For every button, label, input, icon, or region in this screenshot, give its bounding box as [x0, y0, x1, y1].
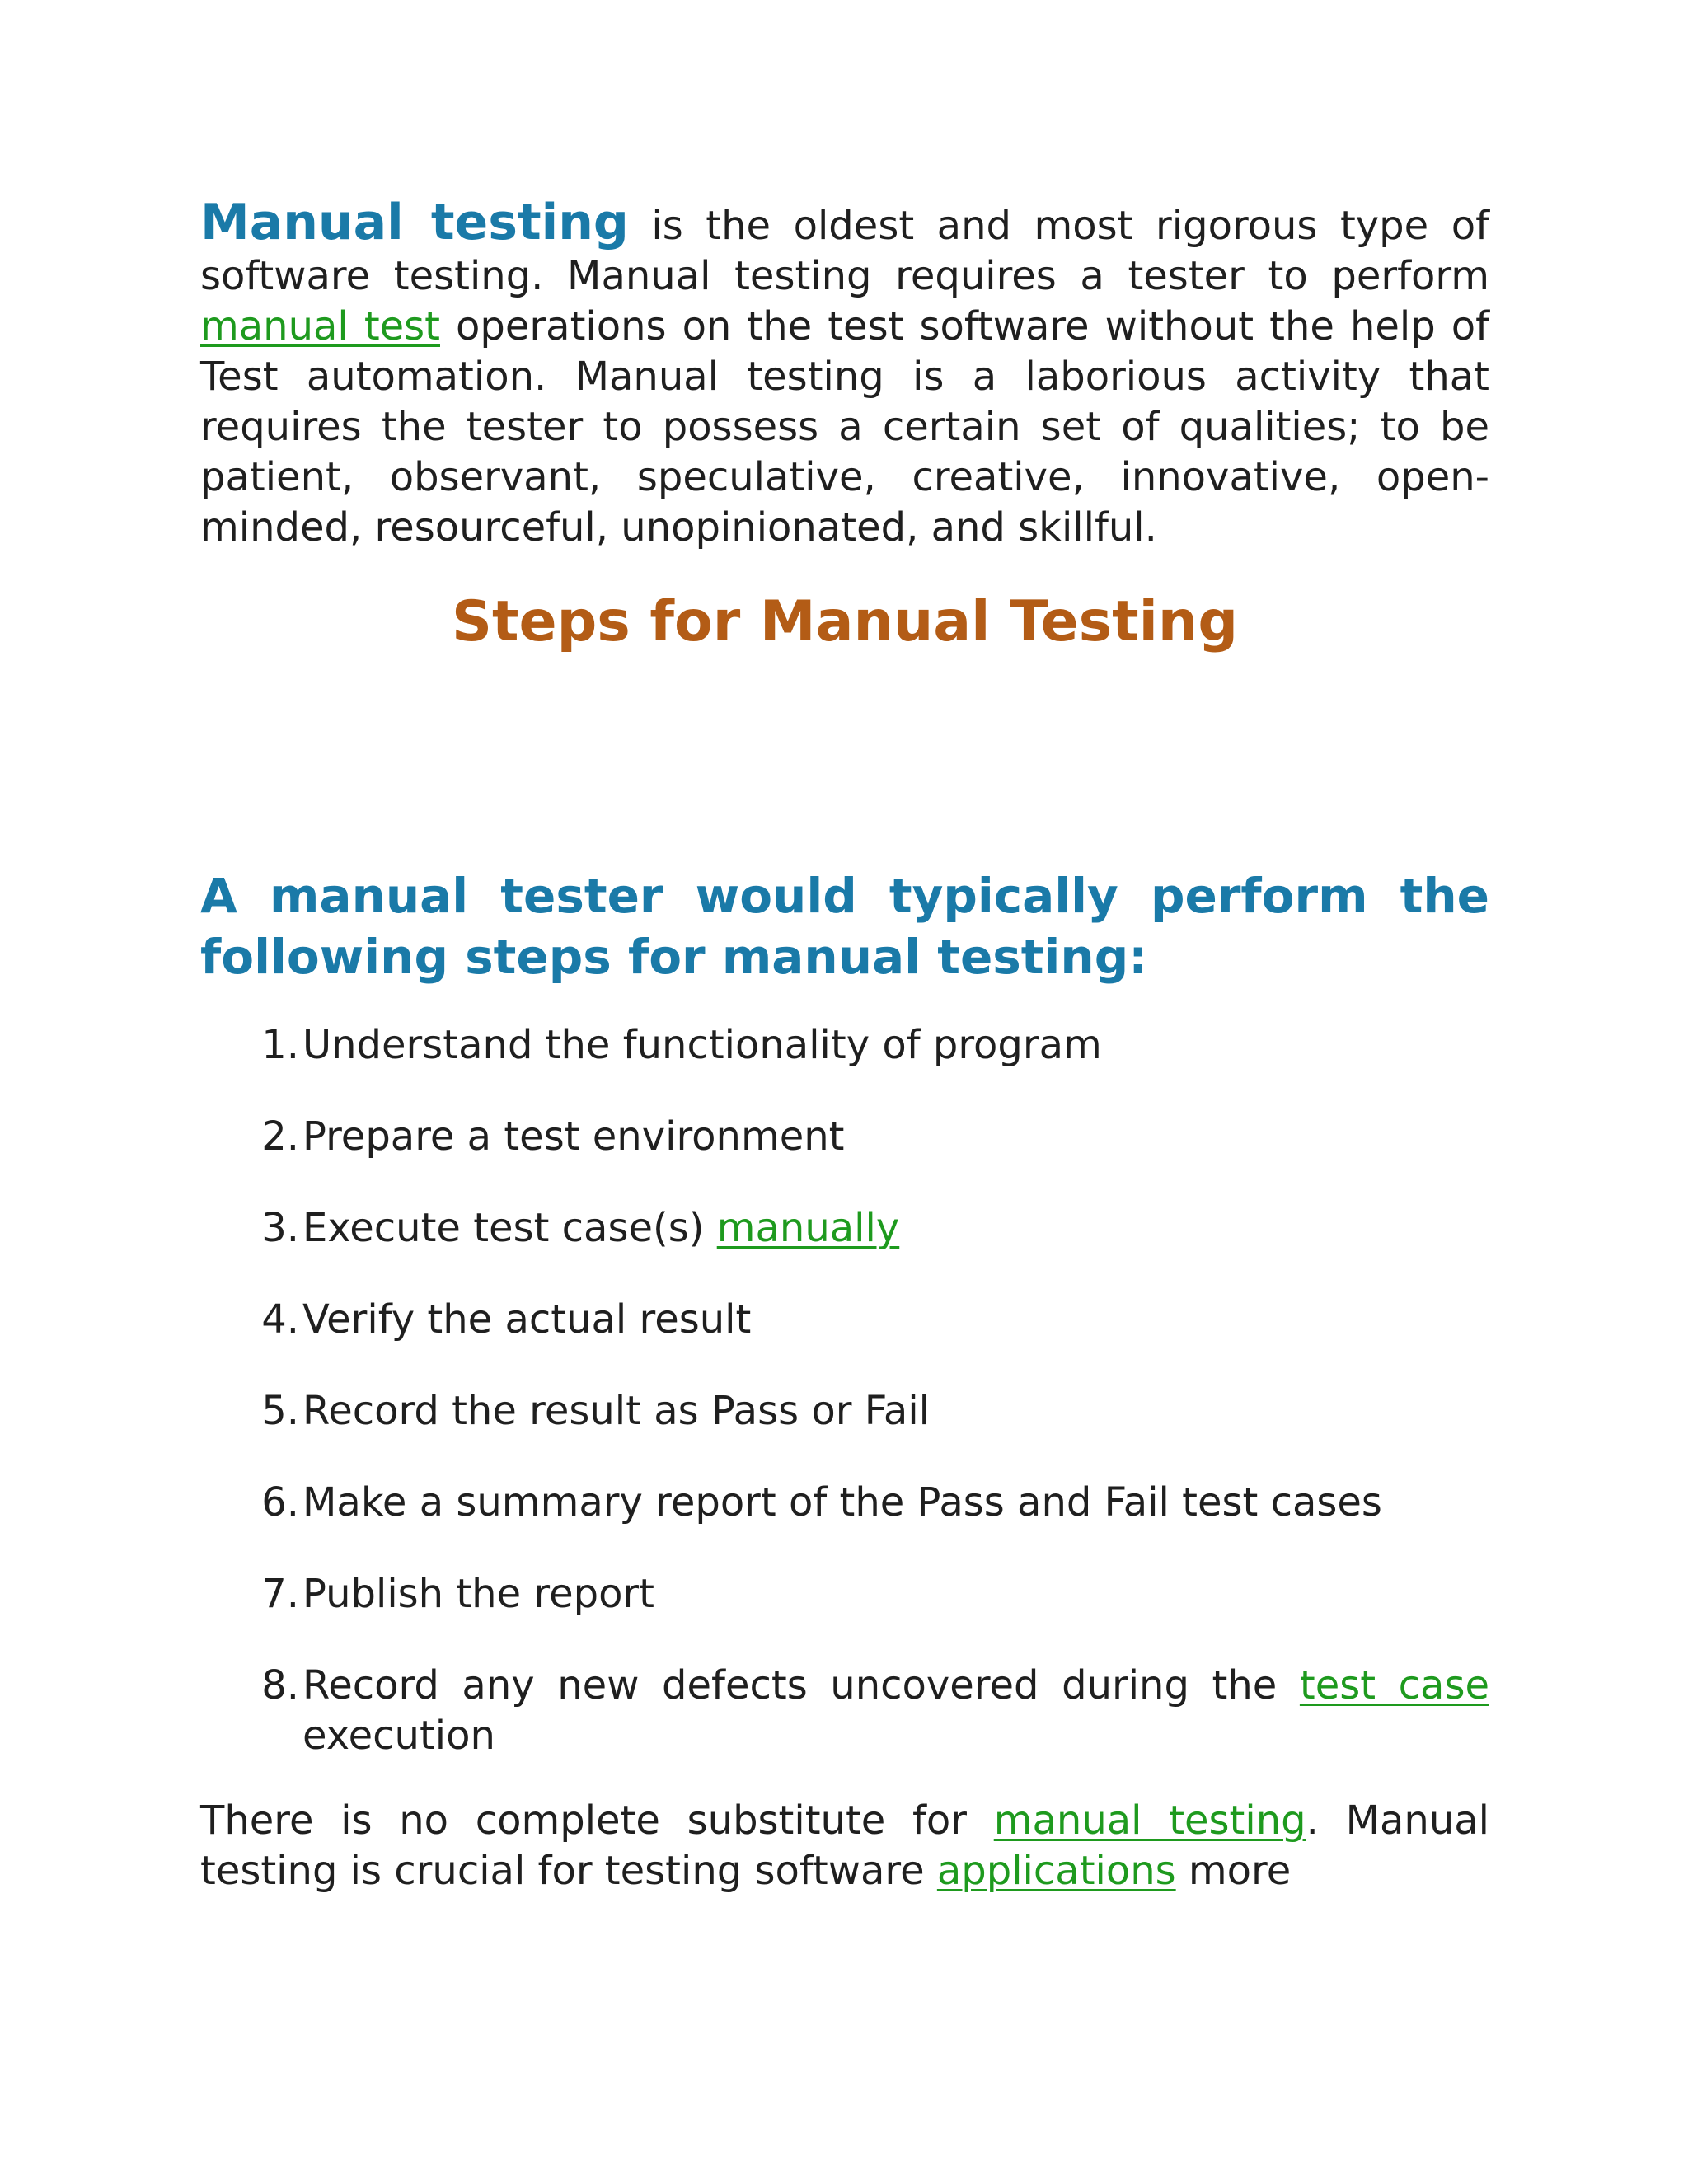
step-text	[299, 1386, 1489, 1436]
lead-term: Manual testing	[200, 194, 629, 251]
closing-text-3: more	[1175, 1848, 1292, 1894]
step-item	[200, 1478, 1489, 1528]
step-item	[200, 1295, 1489, 1345]
step-item	[200, 1569, 1489, 1619]
step-number: 6.	[261, 1479, 299, 1526]
steps-subheading: A manual tester would typically perform the following steps for manual testing:	[200, 868, 1489, 985]
step-number: 7.	[261, 1571, 299, 1617]
step-item	[200, 1661, 1489, 1761]
step-text	[299, 1020, 1489, 1071]
step-label: Execute test case(s)	[302, 1205, 717, 1251]
step-item	[200, 1386, 1489, 1436]
step-number: 4.	[261, 1296, 299, 1343]
step-label: Understand the functionality of program	[302, 1022, 1102, 1068]
step-label-after: execution	[302, 1713, 495, 1759]
steps-list	[200, 1020, 1489, 1761]
step-label: Publish the report	[302, 1571, 654, 1617]
manually-link[interactable]: manually	[716, 1205, 900, 1251]
step-label: Make a summary report of the Pass and Fail test cases	[302, 1479, 1382, 1526]
step-text	[299, 1203, 1489, 1254]
step-label: Record the result as Pass or Fail	[302, 1388, 930, 1434]
closing-text-1: There is no complete substitute for	[200, 1797, 994, 1844]
step-item	[200, 1020, 1489, 1071]
step-label: Verify the actual result	[302, 1296, 752, 1343]
step-number: 5.	[261, 1388, 299, 1434]
step-text	[299, 1478, 1489, 1528]
manual-testing-link[interactable]: manual testing	[993, 1797, 1306, 1844]
test-case-link[interactable]: test case	[1299, 1662, 1489, 1708]
step-number: 8.	[261, 1662, 299, 1708]
step-number: 3.	[261, 1205, 299, 1251]
step-label: Record any new defects uncovered during the	[302, 1662, 1300, 1708]
intro-paragraph	[200, 194, 1490, 553]
step-item	[200, 1112, 1489, 1162]
intro-text-1: is the oldest and most rigorous type of software testing. Manual testing requires a tester to perform	[200, 203, 1489, 299]
step-number: 2.	[261, 1113, 299, 1160]
step-label: Prepare a test environment	[302, 1113, 845, 1160]
step-item	[200, 1203, 1489, 1254]
step-text	[299, 1295, 1489, 1345]
intro-text-2: operations on the test software without the help of Test automation. Manual testing is a laborious activity that requires the tester to possess a certain set of qualities; to be patient, observant, speculative, creative, innovative, open-minded, resourceful, unopinionated, and skillful.	[200, 303, 1490, 551]
closing-text-2: . Manual testing is crucial for testing software	[200, 1797, 1489, 1894]
step-text	[299, 1112, 1489, 1162]
step-number: 1.	[261, 1022, 299, 1068]
closing-paragraph	[200, 1796, 1489, 1896]
page-content	[200, 194, 1490, 1896]
step-text	[299, 1661, 1489, 1761]
manual-test-link[interactable]: manual test	[200, 303, 440, 349]
step-text	[299, 1569, 1489, 1619]
section-title: Steps for Manual Testing	[451, 589, 1239, 654]
applications-link[interactable]: applications	[936, 1848, 1176, 1894]
